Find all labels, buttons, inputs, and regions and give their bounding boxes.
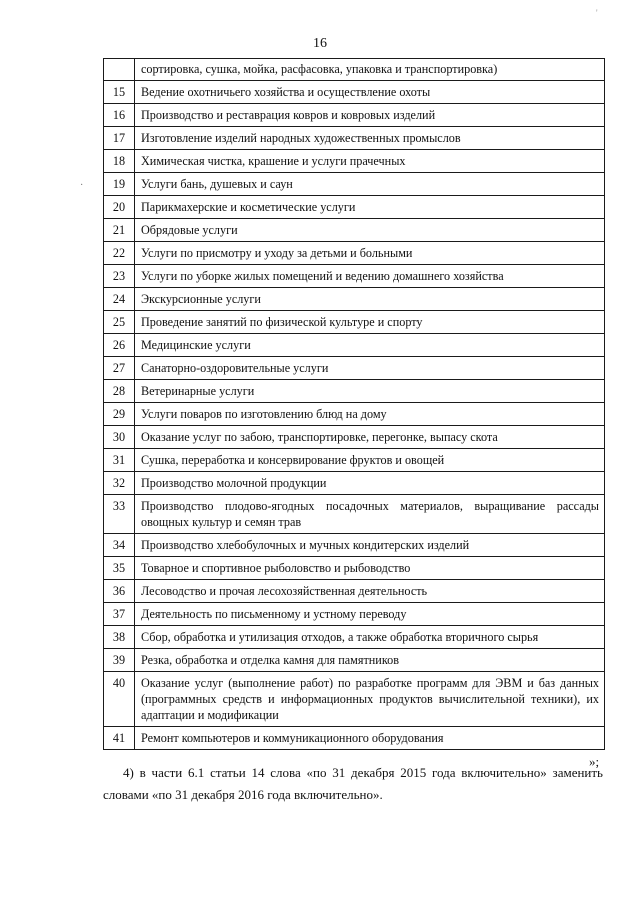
page-number: 16 [313, 36, 327, 51]
table-row [104, 219, 605, 242]
table-row [104, 727, 605, 750]
table-row [104, 580, 605, 603]
table-row [104, 265, 605, 288]
row-number: 36 [104, 580, 135, 603]
row-activity: Проведение занятий по физической культуре и спорту [135, 311, 605, 334]
row-number: 19 [104, 173, 135, 196]
table-row [104, 288, 605, 311]
row-number: 26 [104, 334, 135, 357]
row-activity: Производство плодово-ягодных посадочных материалов, выращивание рассады овощных культур и семян трав [135, 495, 605, 534]
table-row [104, 649, 605, 672]
row-activity: Товарное и спортивное рыболовство и рыбоводство [135, 557, 605, 580]
row-number: 34 [104, 534, 135, 557]
row-number: 16 [104, 104, 135, 127]
scan-dot: · [80, 180, 84, 191]
row-number: 21 [104, 219, 135, 242]
row-activity: Услуги бань, душевых и саун [135, 173, 605, 196]
row-number: 23 [104, 265, 135, 288]
row-number: 15 [104, 81, 135, 104]
table-row [104, 242, 605, 265]
table-row [104, 403, 605, 426]
row-activity: Ветеринарные услуги [135, 380, 605, 403]
table-row [104, 426, 605, 449]
row-number [104, 59, 135, 81]
row-activity: Обрядовые услуги [135, 219, 605, 242]
row-number: 18 [104, 150, 135, 173]
row-activity: Парикмахерские и косметические услуги [135, 196, 605, 219]
table-row [104, 150, 605, 173]
row-activity: Сушка, переработка и консервирование фруктов и овощей [135, 449, 605, 472]
row-activity: Производство хлебобулочных и мучных кондитерских изделий [135, 534, 605, 557]
table-row [104, 495, 605, 534]
table-row [104, 534, 605, 557]
row-number: 40 [104, 672, 135, 727]
row-number: 27 [104, 357, 135, 380]
table-row [104, 81, 605, 104]
scan-mark: ' [596, 8, 598, 18]
row-number: 38 [104, 626, 135, 649]
table-row [104, 311, 605, 334]
row-activity: Сбор, обработка и утилизация отходов, а также обработка вторичного сырья [135, 626, 605, 649]
table-row [104, 626, 605, 649]
row-activity: Резка, обработка и отделка камня для памятников [135, 649, 605, 672]
row-number: 31 [104, 449, 135, 472]
row-activity: Ведение охотничьего хозяйства и осуществление охоты [135, 81, 605, 104]
row-activity: Санаторно-оздоровительные услуги [135, 357, 605, 380]
row-activity: Ремонт компьютеров и коммуникационного оборудования [135, 727, 605, 750]
row-activity: Услуги поваров по изготовлению блюд на дому [135, 403, 605, 426]
row-activity: Лесоводство и прочая лесохозяйственная деятельность [135, 580, 605, 603]
row-number: 39 [104, 649, 135, 672]
amendment-paragraph-text: 4) в части 6.1 статьи 14 слова «по 31 декабря 2015 года включительно» заменить словами «по 31 декабря 2016 года включительно». [103, 765, 603, 802]
table-row [104, 472, 605, 495]
table-row [104, 672, 605, 727]
table-row [104, 557, 605, 580]
row-number: 41 [104, 727, 135, 750]
table-row [104, 173, 605, 196]
row-activity: Экскурсионные услуги [135, 288, 605, 311]
table-row [104, 603, 605, 626]
row-number: 35 [104, 557, 135, 580]
row-activity: Оказание услуг по забою, транспортировке, перегонке, выпасу скота [135, 426, 605, 449]
table-row [104, 334, 605, 357]
closing-quote: »; [589, 754, 600, 769]
table-row [104, 357, 605, 380]
row-number: 17 [104, 127, 135, 150]
row-activity: Производство молочной продукции [135, 472, 605, 495]
row-activity: Медицинские услуги [135, 334, 605, 357]
table-row [104, 59, 605, 81]
services-table [103, 58, 605, 750]
row-activity: Услуги по уборке жилых помещений и ведению домашнего хозяйства [135, 265, 605, 288]
row-number: 37 [104, 603, 135, 626]
table-row [104, 127, 605, 150]
row-activity: Производство и реставрация ковров и ковровых изделий [135, 104, 605, 127]
amendment-paragraph [103, 762, 603, 806]
row-activity: Деятельность по письменному и устному переводу [135, 603, 605, 626]
row-number: 32 [104, 472, 135, 495]
table-row [104, 380, 605, 403]
row-number: 25 [104, 311, 135, 334]
row-activity: Услуги по присмотру и уходу за детьми и больными [135, 242, 605, 265]
table-row [104, 196, 605, 219]
row-number: 33 [104, 495, 135, 534]
row-activity: Оказание услуг (выполнение работ) по разработке программ для ЭВМ и баз данных (программных средств и информационных продуктов вычислительной техники), их адаптации и модификации [135, 672, 605, 727]
row-number: 30 [104, 426, 135, 449]
table-row [104, 104, 605, 127]
row-activity: Изготовление изделий народных художественных промыслов [135, 127, 605, 150]
row-number: 22 [104, 242, 135, 265]
row-activity: сортировка, сушка, мойка, расфасовка, упаковка и транспортировка) [135, 59, 605, 81]
table-row [104, 449, 605, 472]
row-number: 28 [104, 380, 135, 403]
row-activity: Химическая чистка, крашение и услуги прачечных [135, 150, 605, 173]
row-number: 29 [104, 403, 135, 426]
row-number: 24 [104, 288, 135, 311]
row-number: 20 [104, 196, 135, 219]
